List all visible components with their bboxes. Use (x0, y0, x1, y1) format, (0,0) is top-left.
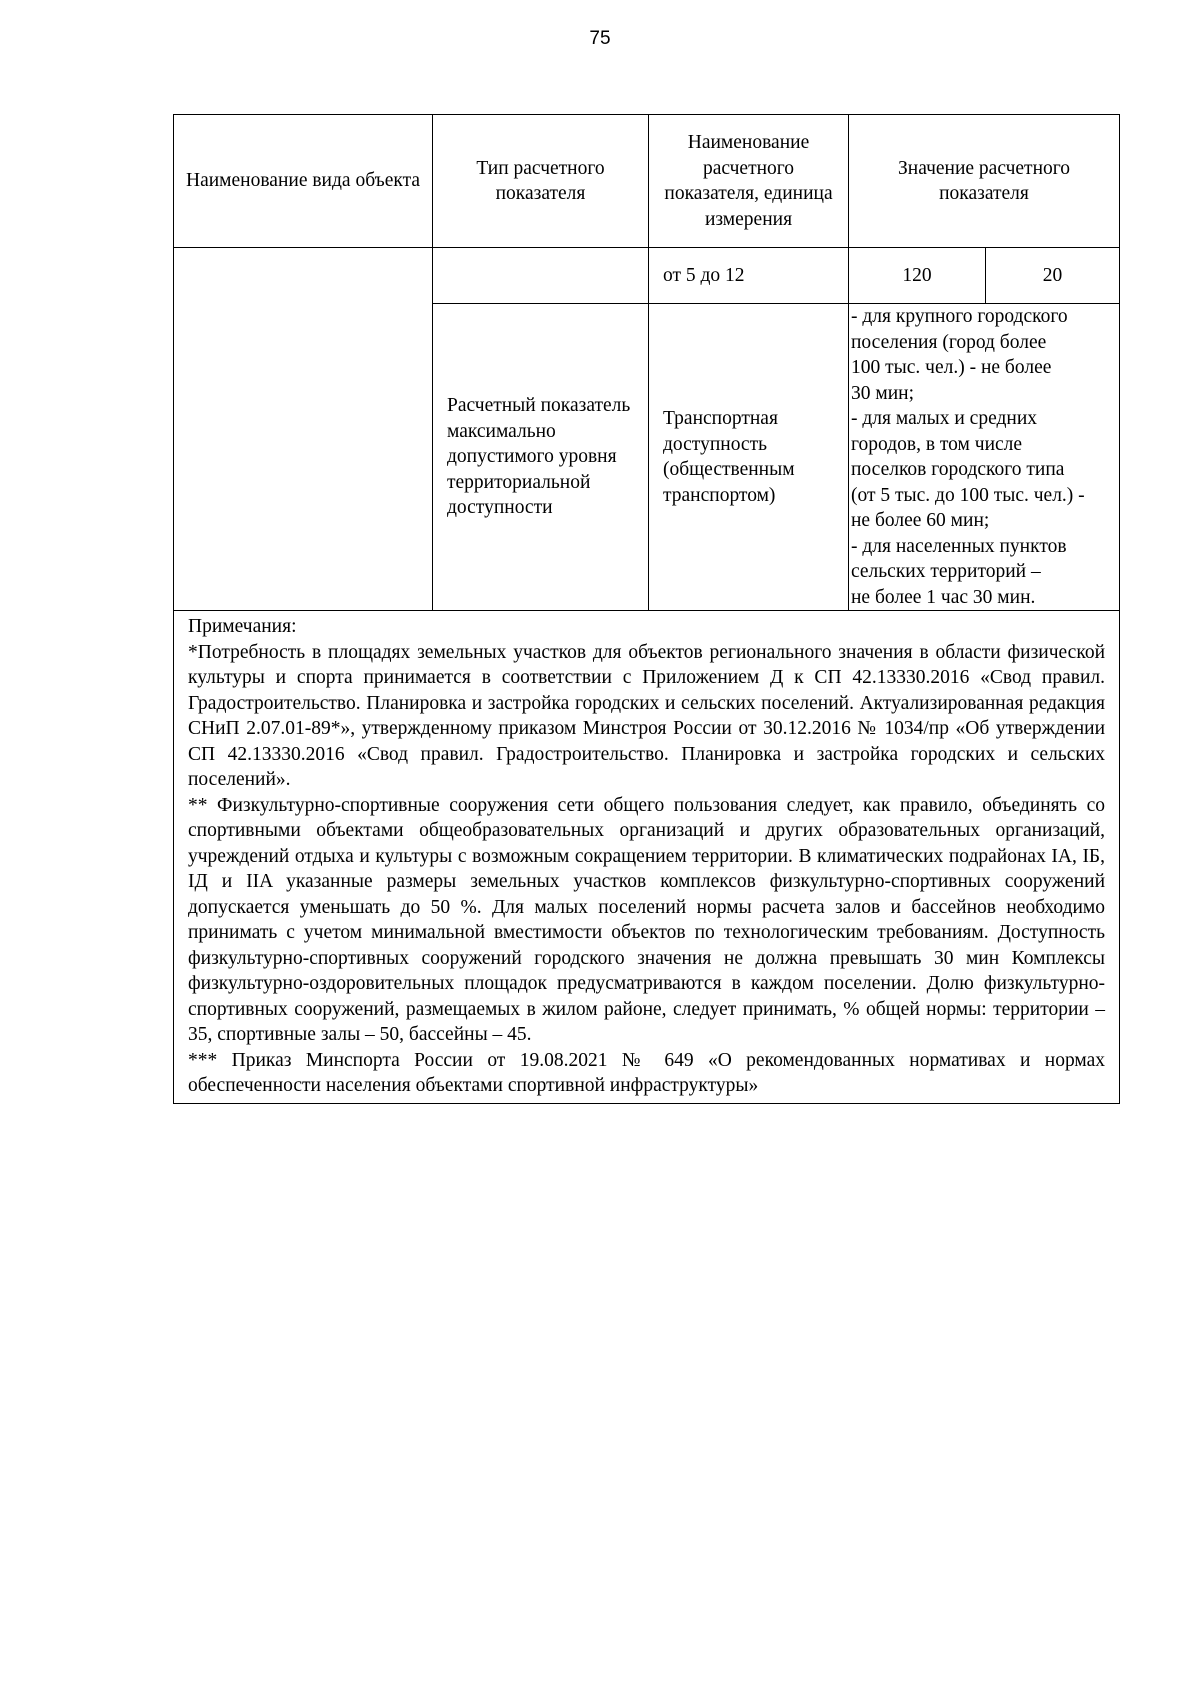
indicator-name-cell: Транспортная доступность (общественным транспортом) (649, 304, 849, 611)
range-cell: от 5 до 12 (649, 248, 849, 304)
notes-cell (174, 611, 1120, 1104)
value-line: поселения (город более (851, 331, 1047, 353)
value-line: 100 тыс. чел.) - не более (851, 357, 1052, 378)
indicator-value-cell (849, 304, 1120, 611)
standards-table (173, 114, 1120, 1104)
table-row (174, 248, 1120, 304)
value-line: (от 5 тыс. до 100 тыс. чел.) - (851, 484, 1085, 506)
value-line: не более 1 час 30 мин. (851, 586, 1036, 608)
value-line: городов, в том числе (851, 433, 1023, 455)
value-line: поселков городского типа (851, 459, 1065, 480)
object-type-cell (174, 248, 433, 611)
value-line: - для населенных пунктов (851, 535, 1067, 557)
header-object-type: Наименование вида объекта (174, 115, 433, 248)
value-cell-1: 120 (849, 248, 986, 304)
value-line: - для малых и средних (851, 408, 1038, 429)
notes-row (174, 611, 1120, 1104)
value-line: - для крупного городского (851, 306, 1068, 327)
value-line: 30 мин; (851, 382, 915, 404)
note-paragraph: *** Приказ Минспорта России от 19.08.2021 № 649 «О рекомендованных нормативах и нормах обеспеченности населения объектами спортивной инфраструктуры» (188, 1049, 1106, 1096)
header-indicator-type: Тип расчетного показателя (433, 115, 649, 248)
table-header-row (174, 115, 1120, 248)
header-indicator-value: Значение расчетного показателя (849, 115, 1120, 248)
page-number: 75 (589, 28, 611, 49)
header-indicator-name: Наименование расчетного показателя, единица измерения (649, 115, 849, 248)
value-line: сельских территорий – (851, 561, 1041, 582)
indicator-type-cell: Расчетный показатель максимально допустимого уровня территориальной доступности (433, 304, 649, 611)
value-cell-2: 20 (986, 248, 1120, 304)
notes-title: Примечания: (188, 616, 297, 637)
value-line: не более 60 мин; (851, 510, 990, 531)
note-paragraph: ** Физкультурно-спортивные сооружения сети общего пользования следует, как правило, объединять со спортивными объектами общеобразовательных организаций и других образовательных организаций, учреждений отдыха и культуры с возможным сокращением территории. В климатических подрайонах IA, IБ, IД и IIA указанные размеры земельных участков комплексов физкультурно-спортивных сооружений допускается уменьшать до 50 %. Для малых поселений нормы расчета залов и бассейнов необходимо принимать с учетом минимальной вместимости объектов по технологическим требованиям. Доступность физкультурно-спортивных сооружений городского значения не должна превышать 30 мин Комплексы физкультурно-оздоровительных площадок предусматриваются в каждом поселении. Долю физкультурно-спортивных сооружений, размещаемых в жилом районе, следует принимать, % общей нормы: территории – 35, спортивные залы – 50, бассейны – 45. (188, 794, 1106, 1045)
note-paragraph: *Потребность в площадях земельных участков для объектов регионального значения в области физической культуры и спорта принимается в соответствии с Приложением Д к СП 42.13330.2016 «Свод правил. Градостроительство. Планировка и застройка городских и сельских поселений. Актуализированная редакция СНиП 2.07.01-89*», утвержденному приказом Минстроя России от 30.12.2016 № 1034/пр «Об утверждении СП 42.13330.2016 «Свод правил. Градостроительство. Планировка и застройка городских и сельских поселений». (188, 641, 1106, 790)
indicator-type-cell (433, 248, 649, 304)
